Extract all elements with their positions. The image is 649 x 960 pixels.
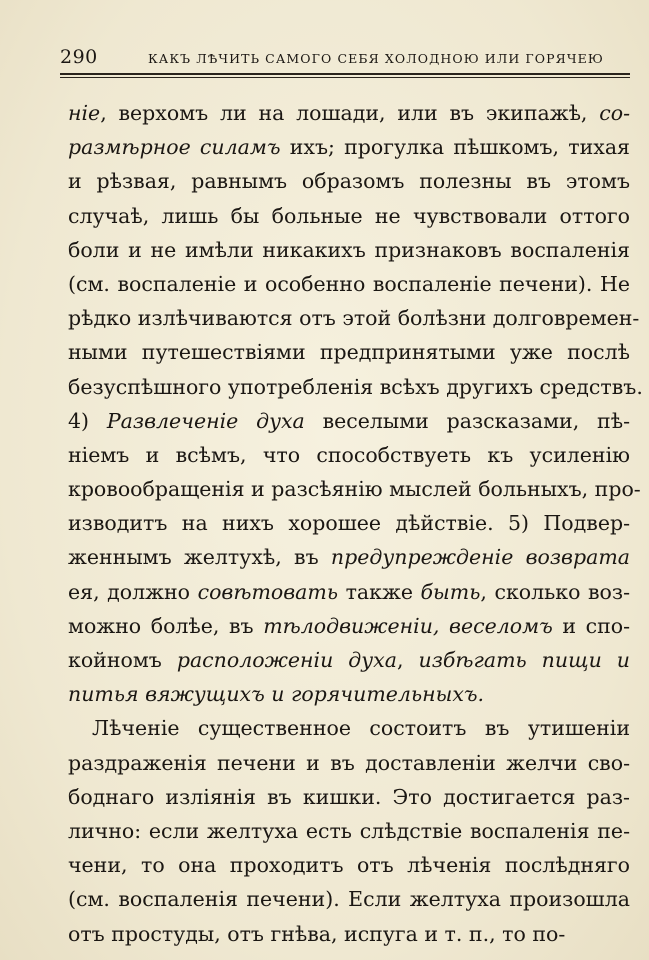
text-line	[68, 711, 630, 745]
italic-run: Развлеченіе духа	[106, 408, 305, 433]
text-line	[68, 746, 630, 780]
text-run: ,	[396, 648, 419, 672]
text-run: чени, то она проходитъ отъ лѣченія послѣдняго	[68, 853, 630, 878]
text-line	[68, 267, 630, 301]
text-run: лично: если желтуха есть слѣдствіе воспаленія пе-	[68, 818, 630, 843]
text-line	[68, 506, 630, 540]
italic-run: ніе	[68, 101, 101, 125]
text-run: и рѣзвая, равнымъ образомъ полезны въ этомъ	[68, 169, 630, 194]
text-line	[68, 575, 630, 609]
text-run: также	[338, 579, 421, 604]
text-line	[68, 370, 643, 404]
italic-run: избѣгать пищи и	[418, 648, 631, 672]
italic-run: размѣрное силамъ	[68, 135, 281, 160]
text-run: (см. воспаленія печени). Если желтуха произошла	[68, 887, 630, 912]
text-line	[68, 199, 630, 233]
text-line	[68, 164, 630, 198]
text-run: Лѣченіе существенное состоитъ въ утишеніи	[92, 716, 630, 741]
text-line	[68, 814, 630, 848]
text-run: ея, должно	[68, 579, 198, 604]
italic-run: питья вяжущихъ и горячительныхъ.	[68, 682, 485, 707]
text-run: безуспѣшного употребленія всѣхъ другихъ средствъ.	[68, 374, 643, 399]
italic-run: со-	[599, 101, 630, 125]
text-run: (см. воспаленіе и особенно воспаленіе печени). Не	[68, 271, 630, 296]
italic-run: тѣлодвиженіи, веселомъ	[263, 613, 553, 638]
header-rule	[60, 73, 630, 75]
text-run: ихъ; прогулка пѣшкомъ, тихая	[280, 135, 630, 160]
text-run: койномъ	[68, 648, 177, 672]
text-run: изводитъ на нихъ хорошее дѣйствіе. 5) Подвер-	[68, 511, 630, 536]
text-line	[68, 780, 630, 814]
text-line	[68, 472, 641, 506]
text-line	[68, 233, 630, 267]
text-run: ніемъ и всѣмъ, что способствуеть къ усиленію	[68, 442, 630, 467]
text-line	[68, 643, 630, 677]
text-line	[68, 438, 630, 472]
text-run: кровообращенія и разсѣянію мыслей больныхъ, про-	[68, 477, 641, 502]
text-line	[68, 404, 630, 438]
running-head: КАКЪ ЛѢЧИТЬ САМОГО СЕБЯ ХОЛОДНОЮ ИЛИ ГОРЯЧЕЮ	[148, 51, 604, 66]
text-run: рѣдко излѣчиваются отъ этой болѣзни долговремен-	[68, 306, 640, 331]
text-run: боли и не имѣли никакихъ признаковъ воспаленія	[68, 237, 630, 262]
text-line	[68, 677, 630, 711]
text-run: боднаго изліянія въ кишки. Это достигается раз-	[68, 784, 630, 809]
italic-run: расположеніи духа	[176, 648, 397, 672]
text-line	[68, 540, 630, 574]
text-run: отъ простуды, отъ гнѣва, испуга и т. п., то по-	[68, 921, 566, 946]
text-line	[68, 882, 630, 916]
italic-run: совѣтовать	[197, 579, 338, 604]
header-rule-thin	[60, 77, 630, 78]
text-run: можно болѣе, въ	[68, 613, 264, 638]
text-run: и спо-	[552, 613, 630, 638]
text-run: , сколько воз-	[480, 579, 631, 604]
italic-run: быть	[420, 579, 481, 604]
text-run: , верхомъ ли на лошади, или въ экипажѣ,	[100, 101, 600, 125]
text-line	[68, 96, 630, 130]
text-line	[68, 848, 630, 882]
text-run: раздраженія печени и въ доставленіи желчи сво-	[68, 750, 630, 775]
text-run: 4)	[68, 408, 107, 433]
text-run: женнымъ желтухѣ, въ	[68, 545, 331, 570]
text-run: случаѣ, лишь бы больные не чувствовали оттого	[68, 203, 630, 228]
text-line	[68, 335, 630, 369]
text-line	[68, 130, 630, 164]
text-line	[68, 917, 630, 951]
page-number: 290	[60, 46, 98, 68]
page-header	[60, 44, 630, 70]
text-run: ными путешествіями предпринятыми уже послѣ	[68, 340, 630, 365]
italic-run: предупрежденіе возврата	[330, 545, 630, 570]
text-run: веселыми разсказами, пѣ-	[304, 408, 630, 433]
text-line	[68, 301, 640, 335]
text-line	[68, 609, 630, 643]
body-text	[68, 96, 643, 951]
